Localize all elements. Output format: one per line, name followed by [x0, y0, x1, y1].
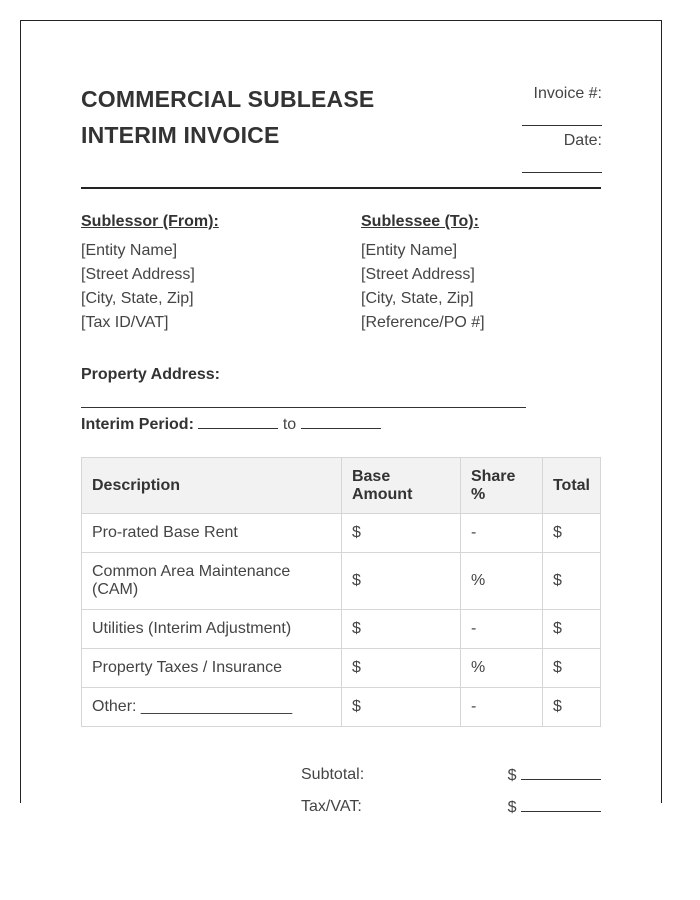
invoice-number-field[interactable] — [522, 105, 602, 126]
tax-label: Tax/VAT: — [301, 798, 362, 815]
sublessor-tax-id: [Tax ID/VAT] — [81, 314, 169, 331]
row-base-amount[interactable]: $ — [341, 553, 460, 610]
subtotal-field[interactable] — [521, 765, 601, 780]
table-row — [82, 514, 601, 553]
row-share[interactable]: % — [460, 553, 542, 610]
row-total[interactable]: $ — [542, 514, 600, 553]
title-line-1: COMMERCIAL SUBLEASE — [81, 86, 375, 112]
tax-field[interactable] — [521, 797, 601, 812]
subtotal-currency: $ — [507, 767, 517, 784]
date-label: Date: — [563, 132, 602, 149]
invoice-sheet — [20, 20, 662, 816]
row-base-amount[interactable]: $ — [341, 649, 460, 688]
row-total[interactable]: $ — [542, 610, 600, 649]
column-header-base-amount: Base Amount — [341, 458, 460, 514]
title-line-2: INTERIM INVOICE — [81, 122, 280, 148]
sublessor-city-state-zip: [City, State, Zip] — [81, 290, 194, 307]
header-divider — [81, 187, 601, 189]
subtotal-value[interactable] — [508, 765, 601, 786]
invoice-title — [81, 81, 374, 153]
sublessee-heading: Sublessee (To): — [361, 213, 479, 230]
row-share[interactable]: - — [460, 514, 542, 553]
period-end-field[interactable] — [301, 414, 381, 429]
row-base-amount[interactable]: $ — [341, 514, 460, 553]
row-base-amount[interactable]: $ — [341, 610, 460, 649]
tax-value[interactable] — [508, 797, 601, 818]
row-total[interactable]: $ — [542, 553, 600, 610]
property-address-label: Property Address: — [81, 366, 220, 383]
column-header-share: Share % — [460, 458, 542, 514]
subtotal-row — [301, 765, 601, 797]
table-row — [82, 610, 601, 649]
row-description: Pro-rated Base Rent — [82, 514, 342, 553]
sublessee-reference-po: [Reference/PO #] — [361, 314, 485, 331]
row-description: Property Taxes / Insurance — [82, 649, 342, 688]
row-total[interactable]: $ — [542, 649, 600, 688]
table-row — [82, 553, 601, 610]
row-description: Common Area Maintenance (CAM) — [82, 553, 342, 610]
interim-period-label: Interim Period: — [81, 416, 194, 433]
invoice-meta — [482, 83, 602, 177]
row-description[interactable]: Other: _________________ — [82, 688, 342, 727]
row-total[interactable]: $ — [542, 688, 600, 727]
period-to-word: to — [282, 416, 297, 433]
sublessor-entity-name: [Entity Name] — [81, 242, 178, 259]
column-header-description: Description — [82, 458, 342, 514]
invoice-number-label: Invoice #: — [533, 85, 602, 102]
subtotal-label: Subtotal: — [301, 766, 365, 783]
tax-currency: $ — [507, 799, 517, 816]
row-description: Utilities (Interim Adjustment) — [82, 610, 342, 649]
table-row — [82, 649, 601, 688]
period-start-field[interactable] — [198, 414, 278, 429]
date-field[interactable] — [522, 152, 602, 173]
line-items-table — [81, 457, 601, 727]
column-header-total: Total — [542, 458, 600, 514]
sublessee-street-address: [Street Address] — [361, 266, 475, 283]
totals-summary — [301, 765, 601, 829]
sublessee-entity-name: [Entity Name] — [361, 242, 458, 259]
row-share[interactable]: - — [460, 610, 542, 649]
sublessor-street-address: [Street Address] — [81, 266, 195, 283]
sublessee-block — [361, 211, 601, 335]
row-share[interactable]: % — [460, 649, 542, 688]
row-base-amount[interactable]: $ — [341, 688, 460, 727]
property-address-field[interactable] — [81, 407, 526, 408]
table-header-row — [82, 458, 601, 514]
interim-period — [81, 414, 381, 434]
tax-row — [301, 797, 601, 829]
sublessee-city-state-zip: [City, State, Zip] — [361, 290, 474, 307]
row-share[interactable]: - — [460, 688, 542, 727]
sublessor-heading: Sublessor (From): — [81, 213, 219, 230]
sublessor-block — [81, 211, 321, 335]
table-row — [82, 688, 601, 727]
